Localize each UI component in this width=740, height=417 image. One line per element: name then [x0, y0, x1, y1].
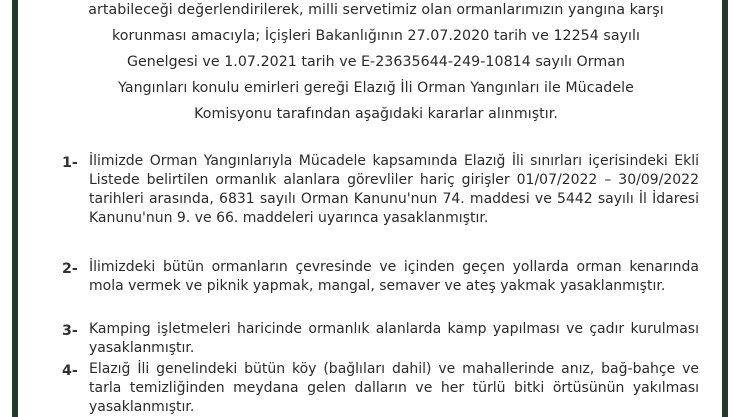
item-number: 4- — [62, 363, 78, 379]
item-text: İlimizdeki bütün ormanların çevresinde ve içinden geçen yollarda orman kenarında mola vermek ve piknik yapmak, mangal, semaver ve ateş yakmak yasaklanmıştır. — [89, 259, 699, 294]
page-border-left — [12, 0, 18, 417]
item-number: 2- — [62, 261, 78, 277]
intro-line: korunması amacıyla; İçişleri Bakanlığının 27.07.2020 tarih ve 12254 sayılı — [111, 28, 640, 44]
intro-line: artabileceği değerlendirilerek, milli servetimiz olan ormanlarımızın yangına karşı — [88, 2, 664, 18]
decision-item-1 — [62, 152, 699, 228]
document-page — [56, 0, 699, 417]
item-text: Kamping işletmeleri haricinde ormanlık alanlarda kamp yapılması ve çadır kurulması yasaklanmıştır. — [89, 321, 699, 356]
item-number: 3- — [62, 323, 78, 339]
decision-item-2 — [62, 258, 699, 296]
decision-item-4 — [62, 360, 699, 417]
item-text: Elazığ İli genelindeki bütün köy (bağlıları dahil) ve mahallerinde anız, bağ-bahçe ve tarla temizliğinden meydana gelen dalların ve her türlü bitki örtüsünün yakılması yasaklanmıştır. — [89, 361, 699, 415]
decision-item-3 — [62, 320, 699, 358]
item-number: 1- — [62, 155, 78, 171]
item-text: İlimizde Orman Yangınlarıyla Mücadele kapsamında Elazığ İli sınırları içerisindeki Ekli Listede belirtilen ormanlık alanlara görevliler hariç girişler 01/07/2022 – 30/09/2022 tarihleri arasında, 6831 sayılı Orman Kanunu'nun 74. maddesi ve 5442 sayılı İl İdaresi Kanunu'nun 9. ve 66. maddeleri uyarınca yasaklanmıştır. — [89, 153, 699, 226]
intro-line: Yangınları konulu emirleri gereği Elazığ İli Orman Yangınları ile Mücadele — [118, 80, 634, 96]
intro-line: Genelgesi ve 1.07.2021 tarih ve E-23635644-249-10814 sayılı Orman — [126, 54, 626, 70]
page-border-right — [722, 0, 728, 417]
intro-line: Komisyonu tarafından aşağıdaki kararlar alınmıştır. — [194, 106, 558, 122]
